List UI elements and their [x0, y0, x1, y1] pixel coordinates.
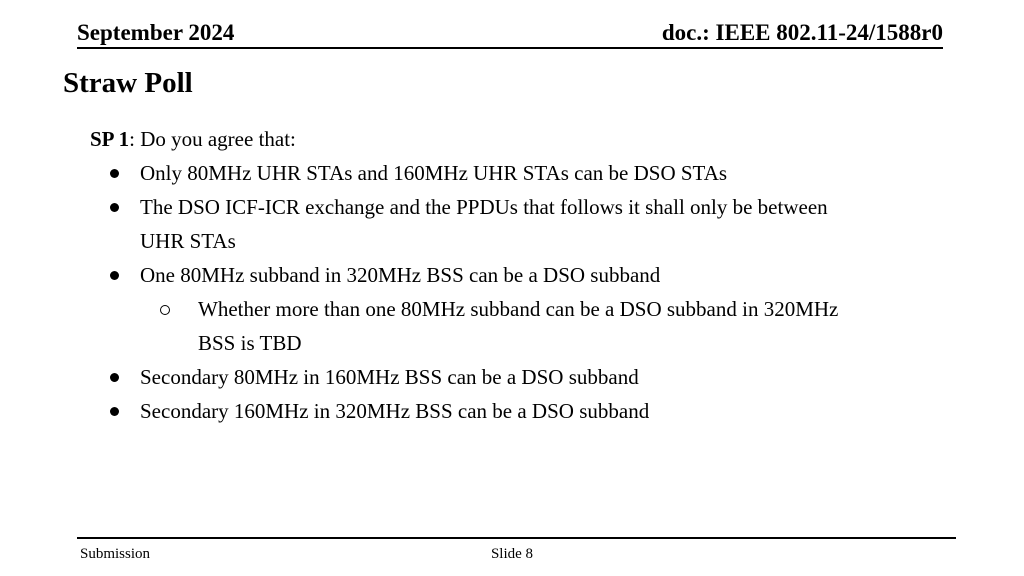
bullet-text: One 80MHz subband in 320MHz BSS can be a DSO subband: [140, 263, 661, 287]
filled-circle-bullet-icon: [110, 156, 140, 178]
bullet-item: [110, 156, 970, 190]
sp-question-text: : Do you agree that:: [129, 127, 296, 151]
slide-header: [77, 20, 943, 49]
bullet-item: [110, 190, 970, 258]
header-date: September 2024: [77, 20, 235, 45]
bullet-text: Only 80MHz UHR STAs and 160MHz UHR STAs can be DSO STAs: [140, 161, 728, 185]
straw-poll-question: [90, 122, 970, 156]
footer-slide-number: Slide 8: [490, 546, 534, 562]
bullet-text: UHR STAs: [140, 229, 236, 253]
filled-circle-bullet-icon: [110, 394, 140, 416]
filled-circle-bullet-icon: [110, 258, 140, 280]
sp-label: SP 1: [90, 127, 130, 151]
footer-submission-label: Submission: [80, 546, 151, 562]
bullet-item: [110, 258, 970, 292]
sub-bullet-item: [160, 292, 970, 360]
bullet-text: The DSO ICF-ICR exchange and the PPDUs that follows it shall only be between: [140, 195, 828, 219]
filled-circle-bullet-icon: [110, 360, 140, 382]
bullet-item: [110, 394, 970, 428]
slide-body: [90, 122, 970, 428]
bullet-text: Secondary 160MHz in 320MHz BSS can be a DSO subband: [140, 399, 650, 423]
bullet-item: [110, 360, 970, 394]
bullet-text: Whether more than one 80MHz subband can be a DSO subband in 320MHz: [198, 297, 839, 321]
bullet-text: Secondary 80MHz in 160MHz BSS can be a DSO subband: [140, 365, 639, 389]
bullet-text: BSS is TBD: [198, 331, 302, 355]
header-doc-number: doc.: IEEE 802.11-24/1588r0: [661, 20, 943, 45]
page-title: Straw Poll: [63, 67, 193, 99]
filled-circle-bullet-icon: [110, 190, 140, 212]
open-circle-bullet-icon: [160, 292, 198, 315]
footer-divider: [77, 537, 956, 539]
